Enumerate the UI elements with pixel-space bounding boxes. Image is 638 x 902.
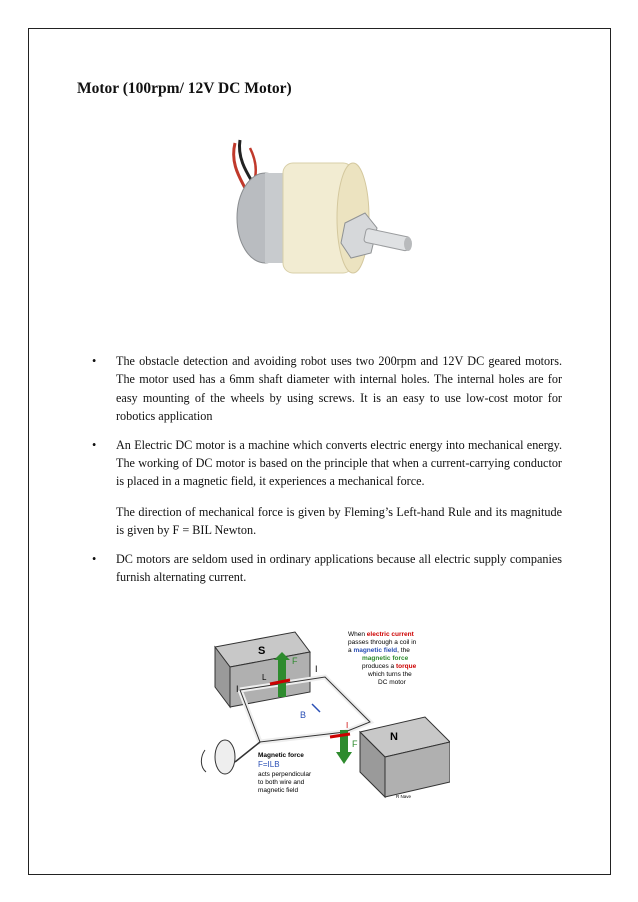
dc-motor-photo: [205, 128, 425, 303]
svg-text:Magnetic force: Magnetic force: [258, 752, 304, 759]
list-item: [92, 550, 562, 587]
current-left-label: I: [236, 684, 239, 694]
current-mid-label: I: [346, 721, 349, 730]
list-item: [92, 436, 562, 540]
force-top-label: F: [292, 656, 298, 666]
diagram-credit: R Nave: [396, 794, 412, 799]
force-note: [258, 752, 312, 794]
svg-text:DC motor: DC motor: [378, 679, 406, 686]
svg-text:When electric current: When electric current: [348, 631, 414, 638]
force-bottom-label: F: [352, 739, 358, 749]
bullet-list: [92, 352, 562, 596]
bullet-dot: •: [92, 354, 97, 368]
list-item: [92, 352, 562, 426]
svg-text:magnetic force: magnetic force: [362, 655, 409, 662]
bullet-text: An Electric DC motor is a machine which converts electric energy into mechanical energy. The working of DC motor is based on the principle that when a current-carrying conductor is placed in a magnetic field, it experiences a mechanical force.: [116, 437, 562, 489]
length-label: L: [262, 673, 267, 682]
svg-text:produces a torque: produces a torque: [362, 663, 417, 670]
pole-n-label: N: [390, 731, 398, 743]
bullet-subtext: The direction of mechanical force is given by Fleming’s Left-hand Rule and its magnitude is given by F = BIL Newton.: [116, 504, 562, 538]
dc-motor-diagram: [200, 622, 450, 812]
bullet-text: The obstacle detection and avoiding robot uses two 200rpm and 12V DC geared motors. The motor used has a 6mm shaft diameter with internal holes. The internal holes are for easy mounting of the wheels by using screws. It is an easy to use low-cost motor for robotics application: [116, 354, 562, 424]
svg-text:a magnetic field, the: a magnetic field, the: [348, 647, 410, 654]
bullet-dot: •: [92, 551, 97, 566]
svg-text:acts perpendicular: acts perpendicular: [258, 771, 312, 778]
bullet-text: DC motors are seldom used in ordinary applications because all electric supply companies furnish alternating current.: [116, 551, 562, 585]
svg-text:F=ILB: F=ILB: [258, 760, 280, 769]
page-title: Motor (100rpm/ 12V DC Motor): [77, 80, 292, 97]
svg-text:magnetic field: magnetic field: [258, 787, 299, 794]
current-right-label: I: [315, 664, 318, 674]
svg-text:to both wire and: to both wire and: [258, 779, 305, 786]
svg-text:which turns the: which turns the: [368, 671, 412, 678]
bullet-dot: •: [92, 437, 97, 452]
diagram-caption: [348, 631, 417, 686]
pole-s-label: S: [258, 645, 266, 657]
svg-text:passes through a coil in: passes through a coil in: [348, 639, 417, 646]
field-b-label: B: [300, 710, 307, 720]
